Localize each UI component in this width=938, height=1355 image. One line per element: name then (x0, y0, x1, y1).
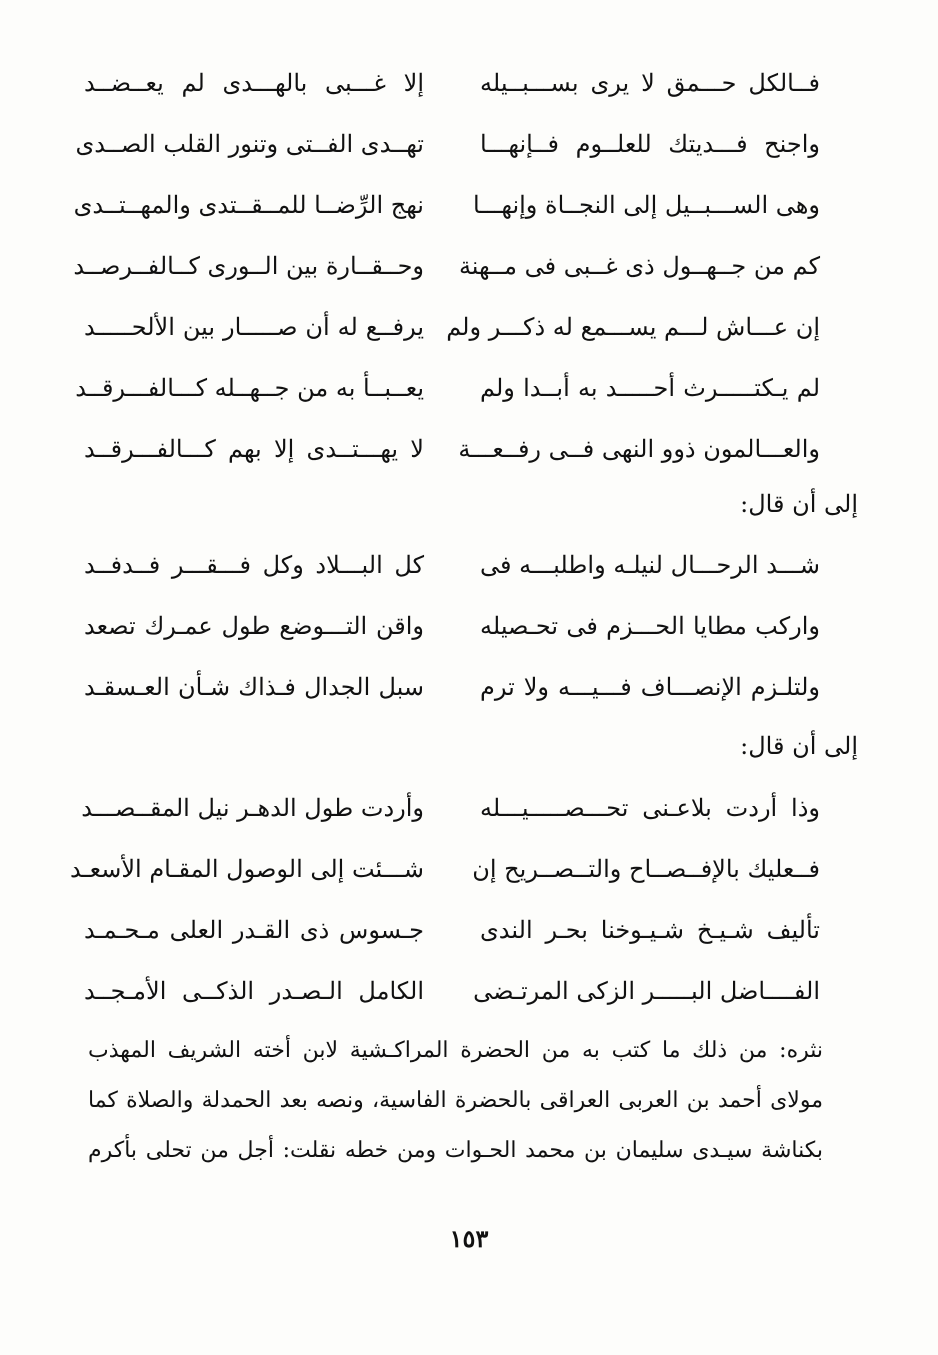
verse-row (73, 174, 840, 235)
verse-second-hemistich: شـــئت إلى الوصول المقـام الأسعـد (70, 854, 424, 883)
verse-second-hemistich: يعــبــأ به من جــهــله كـــالفـــرقــد (75, 373, 424, 402)
verse-second-hemistich: الكامل الـصـدر الذكــى الأمـجــد (84, 976, 424, 1005)
verse-first-hemistich: الفــــاضل البـــــر الزكى المرتـضى (473, 976, 820, 1005)
verse-first-hemistich: والعـــالمون ذوو النهى فــى رفــعـــة (458, 434, 820, 463)
verse-first-hemistich: فــعليك بالإفــصــاح والتــصــريح إن (472, 854, 820, 883)
verse-second-hemistich: سبل الجدال فـذاك شـأن العـسقـد (84, 672, 424, 701)
page-number: ١٥٣ (449, 1224, 489, 1253)
prose-line: مولاى أحمد بن العربى العراقى بالحضرة الفاسية، ونصه بعد الحمدلة والصلاة كما (88, 1088, 823, 1113)
verse-first-hemistich: شـــد الرحـــال لنيلـه واطلبـــه فى (480, 550, 820, 579)
prose-line: نثره: من ذلك ما كتب به من الحضرة المراكـشية لابن أخته الشريف المهذب (88, 1038, 823, 1063)
prose-line: بكناشة سيـدى سليمان بن محمد الحـوات ومن خطه نقلت: أجل من تحلى بأكرم (88, 1138, 823, 1163)
verse-second-hemistich: جـسوس ذى القـدر العلى مـحـمـد (84, 915, 424, 944)
verse-first-hemistich: وذا أردت بلاعـنى تحـــصـــــيـــله (480, 793, 820, 822)
verse-row (75, 357, 840, 418)
verse-second-hemistich: يرفــع له أن صـــــار بين الألحـــــد (84, 312, 424, 341)
verse-first-hemistich: فــالكل حـــمق لا يرى بســـبــيله (480, 68, 820, 97)
verse-row (80, 899, 840, 960)
verse-second-hemistich: لا يهـــتــدى إلا بهم كـــالفـــرقــد (84, 434, 424, 463)
verse-group-3 (70, 777, 840, 1021)
verse-row (70, 838, 840, 899)
verse-group-1 (73, 52, 840, 479)
transition-heading-1: إلى أن قال: (740, 490, 858, 518)
verse-second-hemistich: نهج الرِّضــا للمــقــتدى والمهــتــدى (73, 190, 424, 219)
verse-row (80, 296, 840, 357)
prose-paragraph (88, 1026, 823, 1176)
verse-first-hemistich: ولتلـزم الإنصـــاف فـــيـــه ولا ترم (480, 672, 820, 701)
verse-first-hemistich: واركب مطايا الحـــزم فى تحـصيله (480, 611, 820, 640)
verse-row (80, 418, 840, 479)
verse-first-hemistich: كم من جــهــول ذى غــبى فى مــهنة (458, 251, 820, 280)
verse-row (75, 113, 840, 174)
verse-second-hemistich: تهــدى الفــتى وتنور القلب الصــدى (75, 129, 424, 158)
transition-heading-2: إلى أن قال: (740, 732, 858, 760)
verse-row (73, 235, 840, 296)
verse-group-2 (80, 534, 840, 717)
verse-first-hemistich: وهى الســـبــيل إلى النجــاة وإنهـــا (472, 190, 820, 219)
verse-second-hemistich: واقن التـــوضع طول عمـرك تصعد (84, 611, 424, 640)
verse-first-hemistich: إن عـــاش لـــم يســـمع له ذكـــر ولم (446, 312, 820, 341)
verse-row (80, 960, 840, 1021)
verse-second-hemistich: وأردت طول الدهـر نيل المقــصـــد (81, 793, 424, 822)
verse-second-hemistich: وحــقــارة بين الــورى كــالفــرصــد (73, 251, 424, 280)
verse-row (80, 52, 840, 113)
verse-second-hemistich: كل البـــلاد وكل فـــقـــر فــدفــد (84, 550, 424, 579)
verse-row (80, 777, 840, 838)
verse-first-hemistich: واجنح فـــديتك للعلــوم فــإنهـــا (480, 129, 820, 158)
verse-second-hemistich: إلا غـــبى بالهـــدى لم يعــضــد (84, 68, 424, 97)
verse-row (80, 656, 840, 717)
verse-first-hemistich: تأليف شـيـخ شـيـوخنا بحـر الندى (480, 915, 820, 944)
verse-row (80, 595, 840, 656)
verse-row (80, 534, 840, 595)
verse-first-hemistich: لم يـكتـــــرث أحـــــد به أبــدا ولم (480, 373, 820, 402)
